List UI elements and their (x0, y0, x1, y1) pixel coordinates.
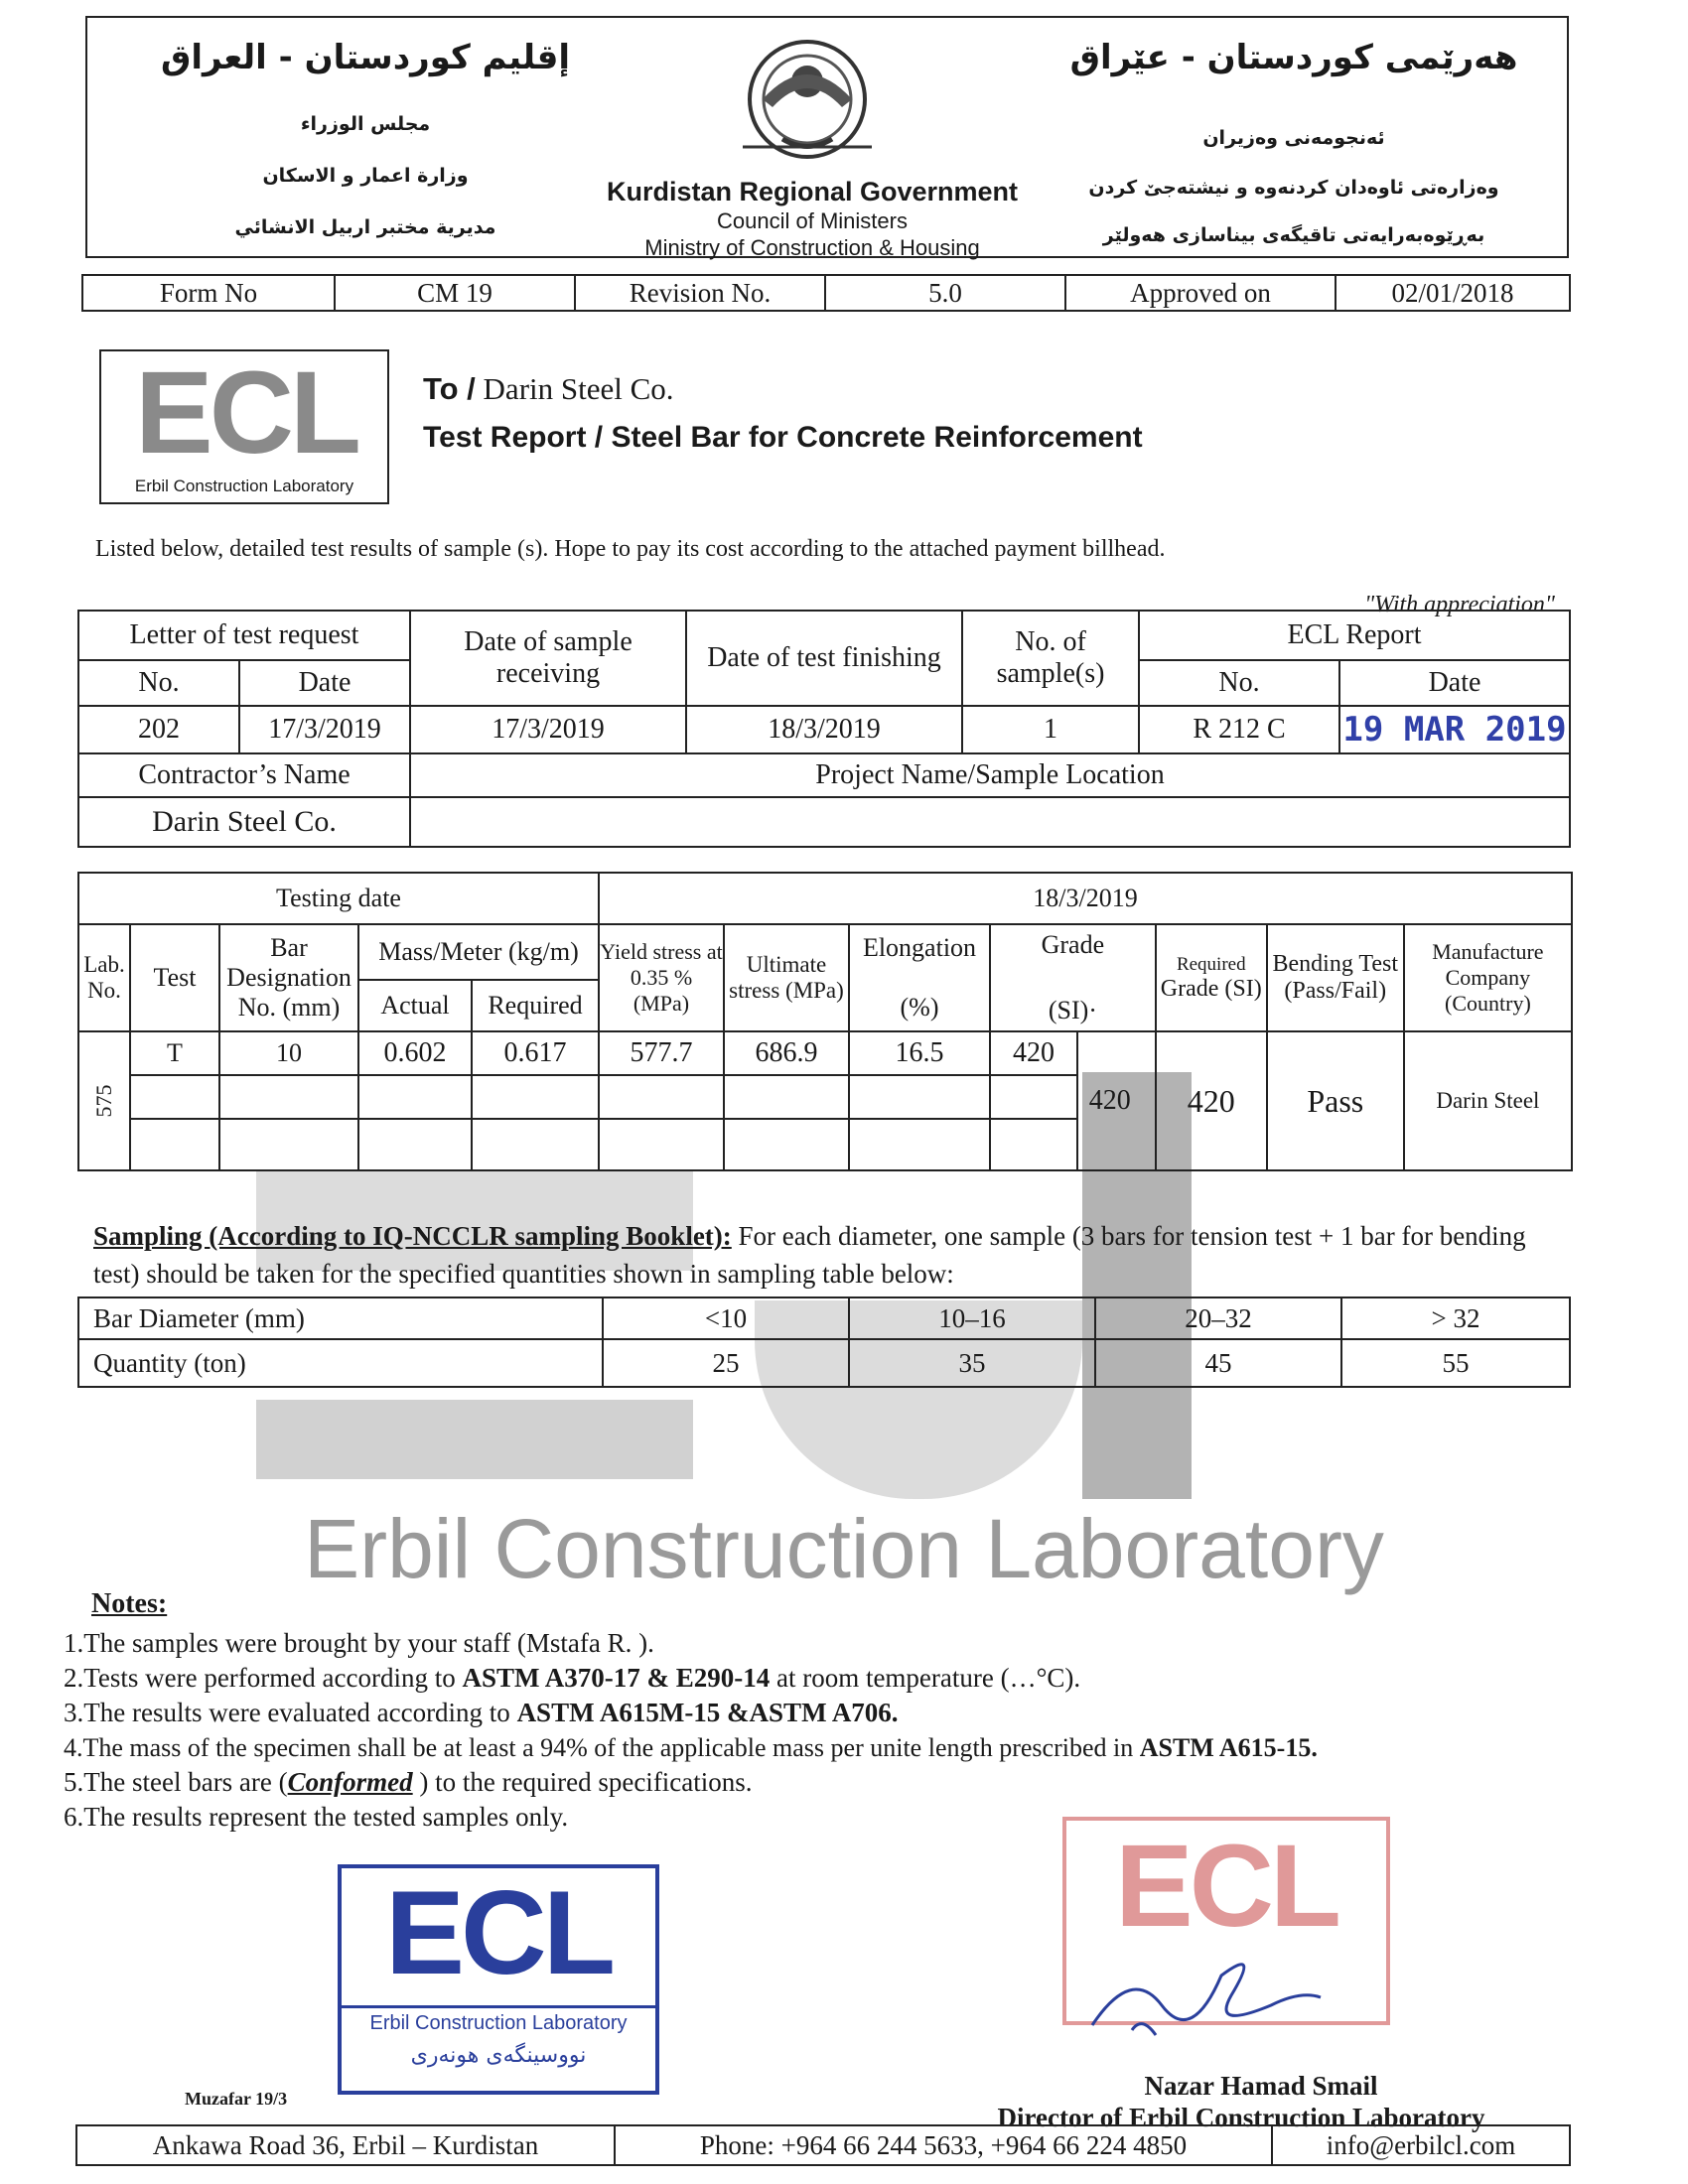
note-number: 4. (64, 1733, 83, 1762)
watermark-bar-2 (256, 1400, 693, 1479)
samples-count: 1 (962, 706, 1139, 753)
samples-label: No. of sample(s) (962, 611, 1139, 706)
request-info-table (77, 610, 1571, 848)
letter-label: Letter of test request (78, 611, 410, 660)
note-number: 3. (64, 1698, 84, 1727)
signatory-name: Nazar Hamad Smail (1144, 2071, 1378, 2101)
empty-cell (599, 1075, 724, 1119)
empty-cell (599, 1119, 724, 1170)
col-bending: Bending Test (Pass/Fail) (1267, 924, 1404, 1031)
note-5 (64, 1765, 1593, 1800)
ar-line-3: مديرية مختبر اربيل الانشائي (234, 216, 496, 238)
approved-date: 02/01/2018 (1336, 275, 1570, 311)
results-table (77, 872, 1573, 1171)
note-text: Tests were performed according to (83, 1663, 463, 1693)
empty-cell (219, 1075, 358, 1119)
red-stamp-letters: ECL (1115, 1821, 1337, 1952)
col-grade (990, 924, 1156, 1031)
col-elongation-unit: (%) (900, 993, 939, 1022)
approved-label: Approved on (1065, 275, 1336, 311)
note-text: The samples were brought by your staff (Mstafa R. ). (83, 1628, 654, 1658)
diameter-3: 20–32 (1095, 1297, 1341, 1339)
to-value: Darin Steel Co. (483, 371, 674, 406)
ku-line-1: ئەنجومەنی وەزیران (1202, 127, 1385, 149)
empty-cell (130, 1075, 219, 1119)
note-text: The results represent the tested samples only. (83, 1802, 569, 1832)
col-lab-no: Lab. No. (78, 924, 130, 1031)
form-info-bar (81, 274, 1571, 312)
ku-line-3: بەڕێوەبەرایەتی تاقیگەی بیناسازی هەولێر (1102, 224, 1485, 246)
required-mass-value: 0.617 (472, 1031, 599, 1075)
note-number: 1. (64, 1628, 84, 1658)
project-label: Project Name/Sample Location (410, 753, 1570, 797)
footer (75, 2124, 1571, 2166)
form-no: CM 19 (335, 275, 575, 311)
col-mass: Mass/Meter (kg/m) (358, 924, 599, 980)
ultimate-value: 686.9 (724, 1031, 849, 1075)
note-standard: ASTM A615-15. (1139, 1733, 1318, 1762)
testing-date: 18/3/2019 (599, 873, 1572, 924)
sampling-heading: Sampling (According to IQ-NCCLR sampling Booklet): (93, 1221, 732, 1251)
en-line-3: Ministry of Construction & Housing (644, 235, 980, 260)
elongation-value: 16.5 (849, 1031, 990, 1075)
note-2 (64, 1661, 1593, 1696)
col-elongation-label: Elongation (862, 933, 977, 962)
finishing-date: 18/3/2019 (686, 706, 962, 753)
form-no-label: Form No (82, 275, 335, 311)
office-stamp (338, 1864, 659, 2095)
col-required: Required (472, 980, 599, 1031)
note-text: ) to the required specifications. (412, 1767, 753, 1797)
empty-cell (130, 1119, 219, 1170)
report-no-label: No. (1139, 660, 1339, 706)
notes-heading: Notes: (91, 1588, 168, 1619)
appreciation: "With appreciation" (1364, 592, 1555, 617)
ecl-logo-letters: ECL (135, 347, 357, 478)
col-grade-label: Grade (1041, 930, 1105, 959)
note-3 (64, 1696, 1593, 1730)
quantity-label: Quantity (ton) (78, 1339, 603, 1387)
empty-cell (849, 1119, 990, 1170)
intro-text: Listed below, detailed test results of sample (s). Hope to pay its cost according to the attached payment billhead. (95, 536, 1166, 562)
letter-date-label: Date (239, 660, 410, 706)
report-title: Test Report / Steel Bar for Concrete Reinforcement (423, 421, 1143, 454)
en-title: Kurdistan Regional Government (606, 177, 1019, 206)
test-value: T (130, 1031, 219, 1075)
actual-mass-value: 0.602 (358, 1031, 472, 1075)
stamp-kurdish: نووسینگەی هونەری (410, 2043, 587, 2068)
note-text: at room temperature (…°C). (770, 1663, 1081, 1693)
quantity-3: 45 (1095, 1339, 1341, 1387)
col-ultimate: Ultimate stress (MPa) (724, 924, 849, 1031)
lab-no-cell (78, 1031, 130, 1170)
ar-region-title: إقليم كوردستان - العراق (161, 38, 570, 77)
note-conformed: Conformed (287, 1767, 413, 1797)
quantity-4: 55 (1341, 1339, 1570, 1387)
grade-value: 420 (1077, 1031, 1156, 1170)
note-text: The steel bars are ( (83, 1767, 288, 1797)
sample-receiving-label: Date of sample receiving (410, 611, 686, 706)
report-no: R 212 C (1139, 706, 1339, 753)
report-date-stamp: 19 MAR 2019 (1339, 706, 1570, 753)
col-actual: Actual (358, 980, 472, 1031)
stamp-letters: ECL (385, 1866, 612, 1999)
footer-phone: Phone: +964 66 244 5633, +964 66 224 4850 (615, 2125, 1272, 2165)
manufacture-value: Darin Steel (1404, 1031, 1572, 1170)
sampling-text: For each diameter, one sample (3 bars for tension test + 1 bar for bending test) should be taken for the specified quantities shown in sampling table below: (93, 1221, 1526, 1289)
footer-email[interactable]: info@erbilcl.com (1272, 2125, 1570, 2165)
req-grade-value: 420 (1156, 1031, 1267, 1170)
note-number: 6. (64, 1802, 84, 1832)
ecl-logo-caption: Erbil Construction Laboratory (134, 477, 354, 495)
col-req-grade (1156, 924, 1267, 1031)
col-grade-unit: (SI)· (1048, 996, 1097, 1024)
krg-emblem (723, 30, 892, 169)
en-line-2: Council of Ministers (717, 208, 908, 233)
reviewer-initials: Muzafar 19/3 (185, 2089, 288, 2109)
empty-cell (724, 1075, 849, 1119)
report-date-label: Date (1339, 660, 1570, 706)
notes-list (64, 1626, 1593, 1835)
diameter-4: > 32 (1341, 1297, 1570, 1339)
empty-cell (358, 1119, 472, 1170)
ar-line-1: مجلس الوزراء (300, 113, 431, 135)
contractor-name: Darin Steel Co. (78, 797, 410, 847)
ecl-logo (99, 349, 389, 504)
test-finishing-label: Date of test finishing (686, 611, 962, 706)
col-bar: Bar Designation No. (mm) (219, 924, 358, 1031)
letterhead (85, 16, 1569, 258)
ecl-report-label: ECL Report (1139, 611, 1570, 660)
col-test: Test (130, 924, 219, 1031)
empty-cell (990, 1075, 1077, 1119)
empty-cell (472, 1075, 599, 1119)
sampling-paragraph (93, 1217, 1563, 1293)
letter-no-label: No. (78, 660, 239, 706)
note-text: The mass of the specimen shall be at least a 94% of the applicable mass per unite length prescribed in (82, 1733, 1140, 1762)
note-1 (64, 1626, 1593, 1661)
note-standard: ASTM A370-17 & E290-14 (462, 1663, 771, 1693)
grade-individual-value: 420 (990, 1031, 1077, 1075)
revision-no: 5.0 (825, 275, 1065, 311)
empty-cell (724, 1119, 849, 1170)
empty-cell (472, 1119, 599, 1170)
col-req-grade-unit: Grade (SI) (1160, 975, 1262, 1002)
note-4 (64, 1730, 1593, 1765)
note-number: 5. (64, 1767, 84, 1797)
lab-no-value: 575 (91, 1084, 116, 1118)
empty-cell (849, 1075, 990, 1119)
note-text: The results were evaluated according to (83, 1698, 517, 1727)
watermark-text: Erbil Construction Laboratory (304, 1502, 1384, 1595)
diameter-label: Bar Diameter (mm) (78, 1297, 603, 1339)
receiving-date: 17/3/2019 (410, 706, 686, 753)
bending-value: Pass (1267, 1031, 1404, 1170)
col-req-grade-label: Required (1176, 953, 1246, 975)
ku-region-title: هەرێمی کوردستان - عێراق (1069, 38, 1518, 77)
signature-mark (1072, 1936, 1331, 2045)
revision-label: Revision No. (575, 275, 825, 311)
col-elongation (849, 924, 990, 1031)
empty-cell (219, 1119, 358, 1170)
diameter-2: 10–16 (849, 1297, 1095, 1339)
letter-date: 17/3/2019 (239, 706, 410, 753)
empty-cell (358, 1075, 472, 1119)
ku-line-2: وەزارەتی ئاوەدان کردنەوە و نیشتەجێ کردن (1088, 177, 1499, 199)
col-yield: Yield stress at 0.35 % (MPa) (599, 924, 724, 1031)
quantity-2: 35 (849, 1339, 1095, 1387)
contractor-label: Contractor’s Name (78, 753, 410, 797)
note-number: 2. (64, 1663, 84, 1693)
yield-value: 577.7 (599, 1031, 724, 1075)
empty-cell (990, 1119, 1077, 1170)
quantity-1: 25 (603, 1339, 849, 1387)
bar-value: 10 (219, 1031, 358, 1075)
footer-address: Ankawa Road 36, Erbil – Kurdistan (76, 2125, 615, 2165)
to-label: To / (423, 371, 476, 406)
col-manufacture: Manufacture Company (Country) (1404, 924, 1572, 1031)
letter-no: 202 (78, 706, 239, 753)
signatory-title: Director of Erbil Construction Laboratory (997, 2103, 1485, 2132)
ar-line-2: وزارة اعمار و الاسكان (262, 165, 469, 187)
note-standard: ASTM A615M-15 &ASTM A706. (516, 1698, 899, 1727)
stamp-caption: Erbil Construction Laboratory (342, 2005, 655, 2035)
diameter-1: <10 (603, 1297, 849, 1339)
sampling-table (77, 1297, 1571, 1388)
testing-date-label: Testing date (78, 873, 599, 924)
addressee (423, 371, 674, 407)
project-location (410, 797, 1570, 847)
